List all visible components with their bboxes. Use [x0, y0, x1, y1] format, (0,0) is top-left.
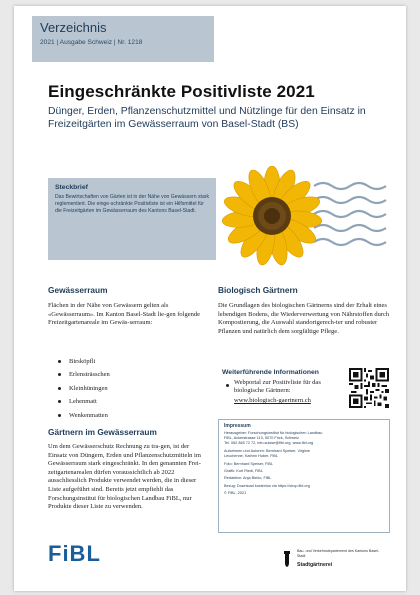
badge-subtitle: 2021 | Ausgabe Schweiz | Nr. 1218 [40, 39, 143, 46]
heading-biologisch: Biologisch Gärtnern [218, 285, 298, 295]
badge-title: Verzeichnis [40, 20, 107, 35]
bullet-icon [226, 384, 229, 387]
impressum-line: Herausgeber: Forschungsinstitut für biologischen Landbau [224, 430, 323, 435]
heading-gewaesserraum: Gewässerraum [48, 285, 108, 295]
portal-link[interactable]: www.biologisch-gaertnern.ch [234, 397, 311, 404]
impressum-line: Redaktion: Anja Bieöo, FiBL [224, 476, 272, 481]
sunflower-illustration [214, 166, 390, 268]
heading-gaertnern: Gärtnern im Gewässerraum [48, 427, 157, 437]
impressum-heading: Impressum [224, 423, 251, 429]
fibl-logo: FiBL [48, 541, 101, 566]
list-item: Erlensträsschen [58, 368, 110, 381]
impressum-line: Autorinnen und Autoren: Bernhard Speiser, Virginie [224, 448, 311, 453]
series-badge [32, 16, 214, 62]
steckbrief-text: Das Bewirtschaften von Gärten ist in der Nähe von Gewässern stark reglementiert. Die einge-schränkte Positivliste ist ein Hilfsmittel für die Freizeitgärten im Gewässerraum des Kantons Basel-Stadt. [55, 194, 210, 215]
list-item: Kleinhüningen [58, 382, 110, 395]
list-item: Birsköpfli [58, 355, 110, 368]
kanton-department: Bau- und Verkehrsdepartement des Kantons Basel-Stadt [297, 549, 380, 558]
impressum-line: Leuchenne, Kathrin Huber, FiBL [224, 454, 279, 459]
gewaesserraum-text: Flächen in der Nähe von Gewässern gelten als «Gewässerraum». Im Kanton Basel-Stadt lie-gen folgende Freizeitgartenareale im Gewäs-serraum: [48, 302, 200, 327]
impressum-box [218, 419, 390, 533]
list-item: Lehenmatt [58, 395, 110, 408]
kanton-name: Stadtgärtnerei [297, 562, 333, 568]
impressum-line: Bezug: Download kostenlos via https://shop.fibl.org [224, 483, 310, 488]
document-title: Eingeschränkte Positivliste 2021 [48, 82, 315, 101]
place-list [58, 355, 110, 422]
water-waves [314, 183, 386, 245]
impressum-line: Grafik: Kurt Riedi, FiBL [224, 468, 263, 473]
document-subtitle: Dünger, Erden, Pflanzenschutzmittel und Nützlinge für den Einsatz in Freizeitgärten im Gewässerraum von Basel-Stadt (BS) [48, 106, 366, 130]
steckbrief-heading: Steckbrief [55, 184, 88, 191]
impressum-line: Foto: Bernhard Speiser, FiBL [224, 461, 273, 466]
sunflower [221, 166, 322, 267]
basel-stab-icon [280, 550, 294, 568]
steckbrief-box [48, 178, 216, 260]
qr-code-icon[interactable] [349, 368, 389, 408]
biologisch-text: Die Grundlagen des biologischen Gärtnerns sind der Erhalt eines lebendigen Bodens, die Wiederverwertung von Nährstoffen durch Kompostierung, die Auswahl standortgerech-ter und robuster Pflanzen und natürlich dem sorgfältige Pflege. [218, 302, 390, 335]
impressum-line: Tel. 062 865 72 72, info.suisse@fibl.org, www.fibl.org [224, 441, 314, 446]
list-item: Wenkenmatten [58, 409, 110, 422]
info-text: Webportal zur Positivliste für das biologische Gärtnern: [234, 379, 321, 395]
page [14, 6, 406, 591]
gaertnern-text: Um dem Gewässerschutz Rechnung zu tra-gen, ist der Einsatz von Düngern, Erden und Pflanzenschutzmitteln im Gewässerraum stark eingeschränkt. In den genannten Frei-zeitgartenarealen dürfen voraussichtlich ab 2022 ausschliesslich Produkte verwendet werden, die in dieser Liste aufgeführt sind. Bereits jetzt empfiehlt das Forschungsinstitut für biologischen Landbau FiBL, nur Produkte dieser Liste zu verwenden. [48, 443, 201, 511]
info-heading: Weiterführende Informationen [222, 369, 319, 376]
impressum-line: FiBL, Ackerstrasse 113, 5070 Frick, Schweiz [224, 435, 299, 440]
impressum-line: © FiBL, 2021 [224, 491, 247, 496]
